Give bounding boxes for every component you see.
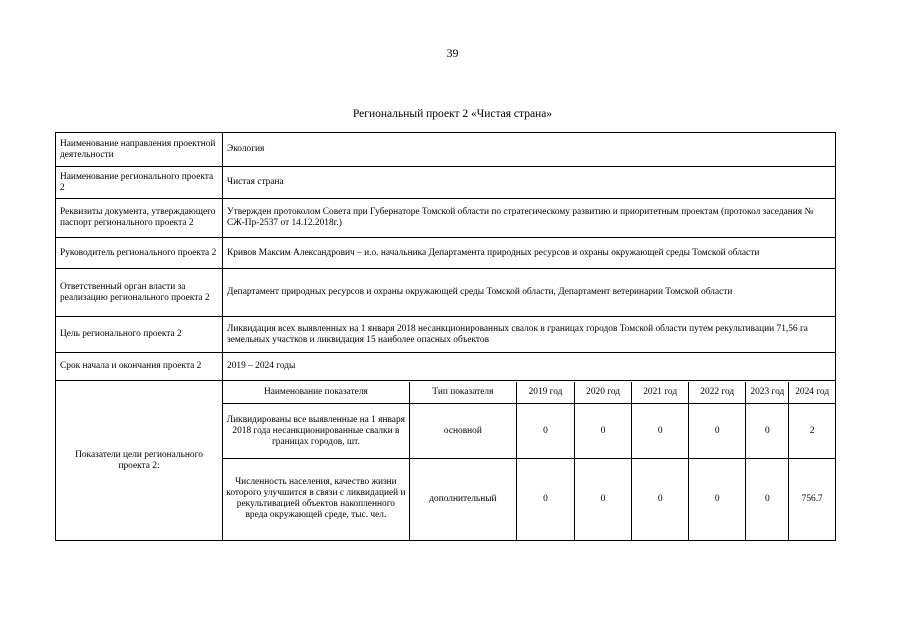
- indicator-value: 0: [689, 459, 746, 540]
- indicator-value: 0: [575, 459, 632, 540]
- indicator-value: 2: [789, 404, 835, 459]
- row-value: Кривов Максим Александрович – и.о. начальника Департамента природных ресурсов и охраны окружающей среды Томской области: [223, 238, 836, 269]
- page-title: Региональный проект 2 «Чистая страна»: [352, 108, 553, 120]
- indicator-type: дополнительный: [409, 459, 516, 540]
- indicators-header-row: [223, 382, 835, 404]
- indicator-value: 0: [689, 404, 746, 459]
- row-value: 2019 – 2024 годы: [223, 353, 836, 381]
- row-value: Чистая страна: [223, 167, 836, 199]
- indicator-row: [223, 459, 835, 540]
- indicator-type: основной: [409, 404, 516, 459]
- table-row: [56, 317, 836, 353]
- indicator-value: 0: [746, 404, 789, 459]
- row-label: Реквизиты документа, утверждающего паспорт регионального проекта 2: [56, 199, 223, 238]
- row-label: Наименование регионального проекта 2: [56, 167, 223, 199]
- indicator-name: Ликвидированы все выявленные на 1 января 2018 года несанкционированные свалки в границах городов, шт.: [223, 404, 409, 459]
- column-header: Наименование показателя: [223, 382, 409, 404]
- column-header: Тип показателя: [409, 382, 516, 404]
- row-label: Срок начала и окончания проекта 2: [56, 353, 223, 381]
- column-header: 2022 год: [689, 382, 746, 404]
- row-value: Экология: [223, 133, 836, 167]
- table-row: [56, 269, 836, 317]
- indicator-value: 0: [632, 459, 689, 540]
- indicator-value: 0: [575, 404, 632, 459]
- table-row: [56, 199, 836, 238]
- column-header: 2020 год: [575, 382, 632, 404]
- indicators-cell: [223, 381, 836, 541]
- row-value: Департамент природных ресурсов и охраны окружающей среды Томской области, Департамент ветеринарии Томской области: [223, 269, 836, 317]
- project-passport-table: [55, 132, 836, 541]
- indicator-row: [223, 404, 835, 459]
- table-row: [56, 238, 836, 269]
- row-value: Ликвидация всех выявленных на 1 января 2018 несанкционированных свалок в границах городов Томской области путем рекультивации 71,56 га земельных участков и ликвидация 15 наиболее опасных объектов: [223, 317, 836, 353]
- indicators-label: Показатели цели регионального проекта 2:: [56, 381, 223, 541]
- row-value: Утвержден протоколом Совета при Губернаторе Томской области по стратегическому развитию и приоритетным проектам (протокол заседания № СЖ-Пр-2537 от 14.12.2018г.): [223, 199, 836, 238]
- table-row: [56, 353, 836, 381]
- page-number: 39: [446, 46, 459, 60]
- indicator-name: Численность населения, качество жизни которого улучшится в связи с ликвидацией и рекультивацией объектов накопленного вреда окружающей среде, тыс. чел.: [223, 459, 409, 540]
- indicator-value: 0: [746, 459, 789, 540]
- indicator-value: 0: [516, 459, 574, 540]
- table-row: [56, 133, 836, 167]
- column-header: 2019 год: [516, 382, 574, 404]
- indicator-value: 756.7: [789, 459, 835, 540]
- column-header: 2024 год: [789, 382, 835, 404]
- row-label: Ответственный орган власти за реализацию регионального проекта 2: [56, 269, 223, 317]
- row-label: Цель регионального проекта 2: [56, 317, 223, 353]
- indicators-table: [223, 382, 835, 540]
- row-label: Руководитель регионального проекта 2: [56, 238, 223, 269]
- indicator-value: 0: [632, 404, 689, 459]
- row-label: Наименование направления проектной деятельности: [56, 133, 223, 167]
- column-header: 2023 год: [746, 382, 789, 404]
- indicators-row: [56, 381, 836, 541]
- column-header: 2021 год: [632, 382, 689, 404]
- indicator-value: 0: [516, 404, 574, 459]
- table-row: [56, 167, 836, 199]
